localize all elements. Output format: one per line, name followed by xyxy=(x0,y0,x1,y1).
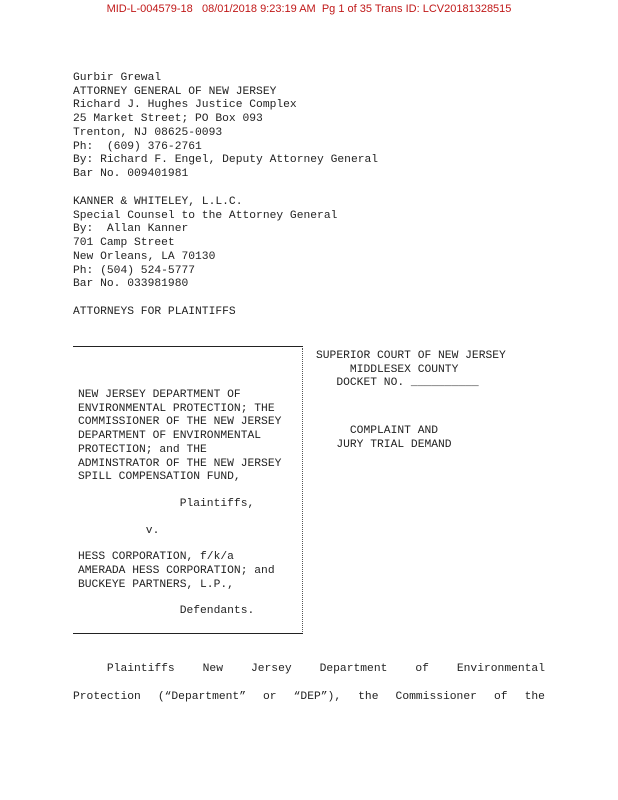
counsel-line: KANNER & WHITELEY, L.L.C. xyxy=(73,196,243,208)
body-word: (“Department” xyxy=(157,691,246,703)
court-info xyxy=(316,350,506,453)
plaintiffs-label: Plaintiffs, xyxy=(78,497,255,510)
caption-divider xyxy=(302,348,303,634)
ag-line: Richard J. Hughes Justice Complex xyxy=(73,99,297,112)
plaintiff-line: PROTECTION; and THE xyxy=(78,443,207,456)
body-paragraph-line-1 xyxy=(73,663,545,675)
document-title: COMPLAINT AND xyxy=(316,425,439,438)
defendants-label: Defendants. xyxy=(78,605,255,618)
plaintiff-line: ENVIRONMENTAL PROTECTION; THE xyxy=(78,402,275,415)
defendant-line: HESS CORPORATION, f/k/a xyxy=(78,551,234,564)
ag-line: Bar No. 009401981 xyxy=(73,167,189,180)
defendant-line: BUCKEYE PARTNERS, L.P., xyxy=(78,578,234,591)
counsel-line: Bar No. 033981980 xyxy=(73,278,189,291)
body-word: “DEP”), xyxy=(293,691,342,703)
body-word: Jersey xyxy=(250,663,292,675)
attorney-general-block xyxy=(73,72,378,182)
caption-bottom-rule xyxy=(73,633,303,634)
case-parties xyxy=(78,389,281,619)
body-word: of xyxy=(415,663,429,675)
document-title: JURY TRIAL DEMAND xyxy=(316,438,452,451)
body-word: of xyxy=(493,691,508,703)
body-word: Protection xyxy=(73,691,141,703)
counsel-line: By: Allan Kanner xyxy=(73,223,189,236)
ag-line: By: Richard F. Engel, Deputy Attorney General xyxy=(73,154,379,167)
plaintiff-line: COMMISSIONER OF THE NEW JERSEY xyxy=(78,416,282,429)
body-word: Environmental xyxy=(456,663,545,675)
plaintiff-line: SPILL COMPENSATION FUND, xyxy=(78,471,241,484)
plaintiff-line: ADMINSTRATOR OF THE NEW JERSEY xyxy=(78,457,282,470)
body-paragraph-line-2 xyxy=(73,691,545,703)
ag-line: Trenton, NJ 08625-0093 xyxy=(73,126,223,139)
court-line: MIDDLESEX COUNTY xyxy=(316,363,459,376)
versus-label: v. xyxy=(78,524,160,537)
plaintiff-line: DEPARTMENT OF ENVIRONMENTAL xyxy=(78,430,262,443)
counsel-line: Ph: (504) 524-5777 xyxy=(73,264,196,277)
ag-line: Gurbir Grewal xyxy=(73,72,162,84)
counsel-line: 701 Camp Street xyxy=(73,237,175,250)
counsel-line: Special Counsel to the Attorney General xyxy=(73,209,338,222)
ag-line: 25 Market Street; PO Box 093 xyxy=(73,113,263,126)
body-word: the xyxy=(524,691,545,703)
plaintiff-line: NEW JERSEY DEPARTMENT OF xyxy=(78,389,241,401)
ag-line: ATTORNEY GENERAL OF NEW JERSEY xyxy=(73,85,277,98)
attorneys-for-plaintiffs: ATTORNEYS FOR PLAINTIFFS xyxy=(73,306,236,318)
filing-stamp-header: MID-L-004579-18 08/01/2018 9:23:19 AM Pg 1 of 35 Trans ID: LCV20181328515 xyxy=(106,3,512,15)
court-line: SUPERIOR COURT OF NEW JERSEY xyxy=(316,350,506,362)
docket-number: DOCKET NO. __________ xyxy=(316,377,479,390)
special-counsel-block xyxy=(73,196,337,292)
body-word: the xyxy=(358,691,379,703)
body-word: Commissioner xyxy=(395,691,477,703)
body-word: Plaintiffs xyxy=(73,663,175,675)
body-word: Department xyxy=(319,663,388,675)
caption-top-rule xyxy=(73,346,303,347)
body-word: or xyxy=(263,691,277,703)
defendant-line: AMERADA HESS CORPORATION; and xyxy=(78,565,275,578)
body-word: New xyxy=(202,663,223,675)
counsel-line: New Orleans, LA 70130 xyxy=(73,250,216,263)
ag-line: Ph: (609) 376-2761 xyxy=(73,140,202,153)
